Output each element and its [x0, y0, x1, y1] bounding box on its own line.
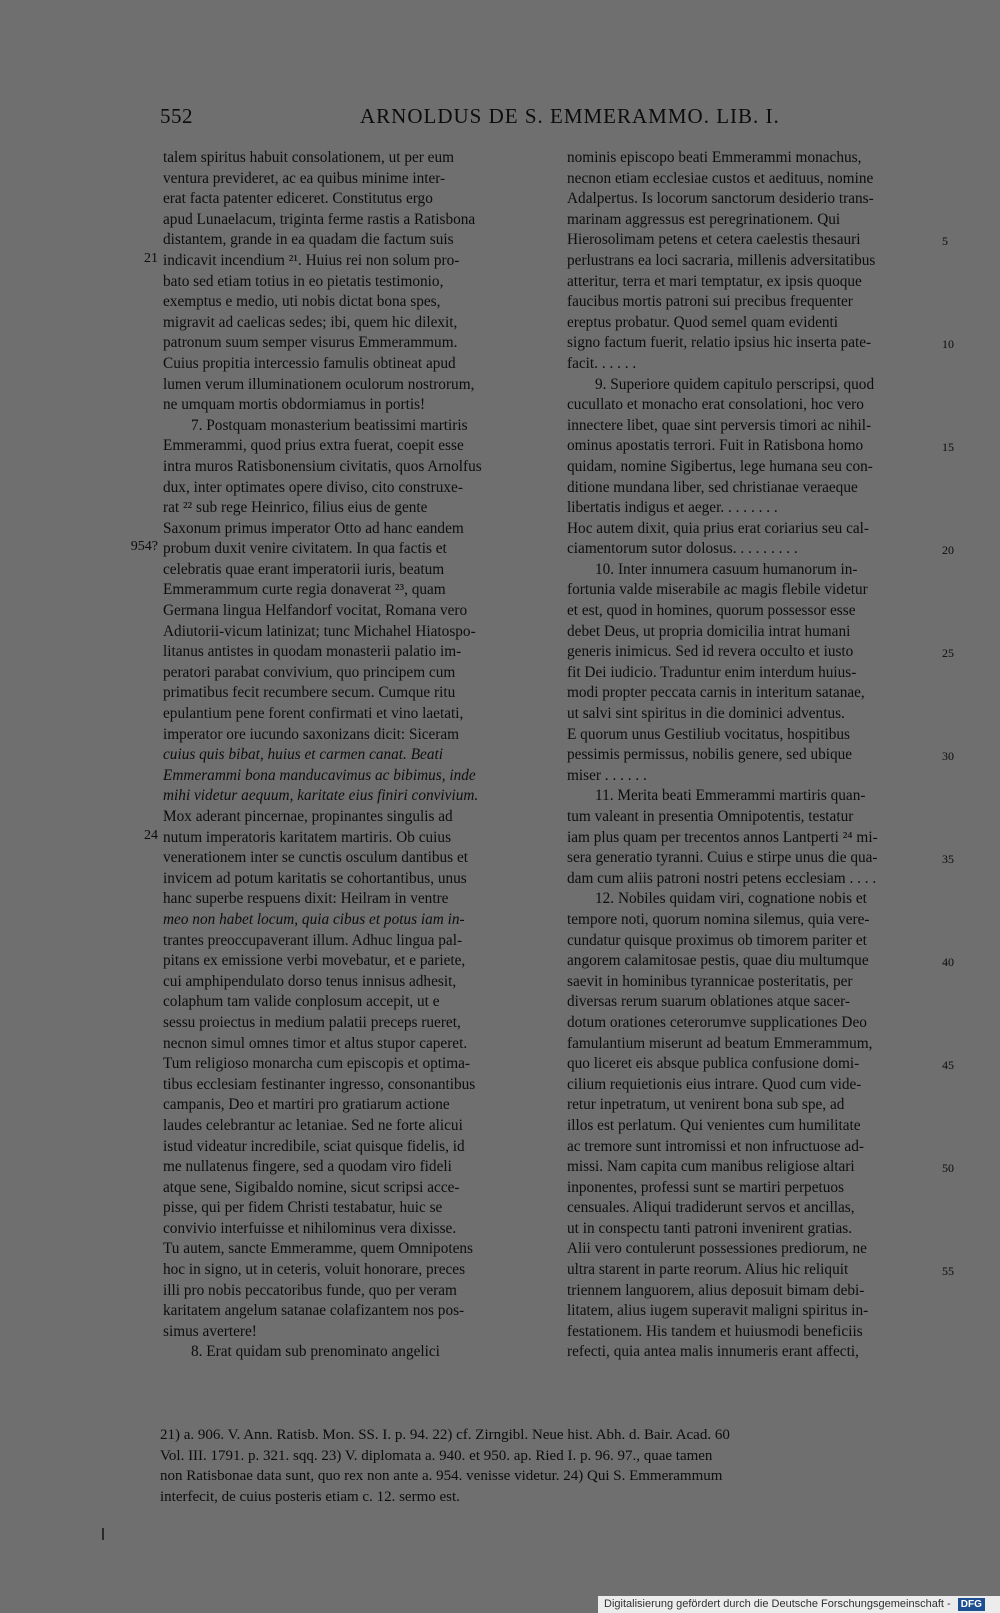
line-number: 40 — [942, 955, 954, 970]
text-line: cilium requietionis eius intrare. Quod cum vide- — [567, 1075, 862, 1093]
text-line: modi propter peccata carnis in interitum satanae, — [567, 684, 865, 702]
text-line: me nullatenus fingere, sed a quodam viro fideli — [163, 1158, 452, 1176]
digitization-credit-bar — [598, 1596, 1000, 1613]
text-line: ut in conspectu tanti patroni invenirent gratias. — [567, 1219, 853, 1237]
text-line: talem spiritus habuit consolationem, ut per eum — [163, 149, 455, 166]
text-line: famulantium miserunt ad beatum Emmerammum, — [567, 1034, 873, 1052]
text-line: mihi videtur aequum, karitate eius finiri convivium. — [163, 787, 479, 805]
text-line: cundatur quisque proximus ob timorem pariter et — [567, 931, 867, 949]
text-line: nutum imperatoris karitatem martiris. Ob cuius — [163, 828, 452, 846]
left-text-column — [163, 148, 553, 1383]
text-line: litanus antistes in quodam monasterii palatio im- — [163, 643, 462, 661]
text-line: karitatem angelum satanae colafizantem nos pos- — [163, 1302, 465, 1320]
text-line: tempore noti, quorum nomina silemus, quia vere- — [567, 910, 870, 928]
text-line: quo liceret eis absque publica confusione domi- — [567, 1055, 860, 1073]
line-number: 15 — [942, 440, 954, 455]
dfg-logo: DFG — [958, 1598, 985, 1611]
text-line: ne umquam mortis obdormiamus in portis! — [163, 396, 426, 414]
text-line: ventura previderet, ac ea quibus minime inter- — [163, 169, 446, 187]
text-line: Emmerammi, quod prius extra fuerat, coepit esse — [163, 437, 464, 455]
margin-note: 21 — [144, 251, 158, 266]
text-line: lumen verum illuminationem oculorum nostrorum, — [163, 375, 475, 393]
text-line: cucullato et monacho erat consolationi, hoc vero — [567, 396, 864, 414]
text-line: epulantium pene forent confirmati et vino laetati, — [163, 705, 464, 723]
text-line: migravit ad caelicas sedes; ibi, quem hic dilexit, — [163, 313, 458, 331]
text-line: faucibus mortis patroni sui precibus frequenter — [567, 293, 853, 311]
text-line: imperator ore iucundo saxonizans dicit: Siceram — [163, 725, 460, 743]
text-line: bato sed etiam totius in eo pietatis testimonio, — [163, 272, 444, 290]
line-number: 25 — [942, 646, 954, 661]
text-line: facit. . . . . . — [567, 354, 637, 372]
text-line: exemptus e medio, uti nobis dictat bona spes, — [163, 293, 441, 311]
text-line: Alii vero contulerunt possessiones prediorum, ne — [567, 1240, 867, 1258]
text-line: Saxonum primus imperator Otto ad hanc eandem — [163, 519, 464, 537]
text-line: atteritur, terra et mari temptatur, ex ipsis quoque — [567, 272, 862, 290]
text-line: dotum orationes ceterorumve supplicationes Deo — [567, 1013, 867, 1031]
text-line: festationem. His tandem et huiusmodi beneficiis — [567, 1322, 863, 1340]
running-title: ARNOLDUS DE S. EMMERAMMO. LIB. I. — [360, 104, 780, 128]
text-line: simus avertere! — [163, 1322, 257, 1340]
text-line: campanis, Deo et martiri pro gratiarum actione — [163, 1096, 450, 1114]
text-line: miser . . . . . . — [567, 766, 647, 784]
text-line: intra muros Ratisbonensium civitatis, quos Arnolfus — [163, 457, 482, 475]
text-line: marinam aggressus est peregrinationem. Qui — [567, 210, 841, 228]
page-number: 552 — [160, 104, 193, 128]
text-line: fortunia valde miserabile ac magis flebile videtur — [567, 581, 868, 599]
text-line: iam plus quam per trecentos annos Lantperti ²⁴ mi- — [567, 828, 878, 846]
line-number: 55 — [942, 1264, 954, 1279]
line-number: 50 — [942, 1161, 954, 1176]
text-line: ereptus probatur. Quod semel quam evidenti — [567, 313, 839, 331]
text-line: saevit in hominibus tyrannicae posteritatis, per — [567, 972, 853, 990]
text-line: pitans ex emissione verbi movebatur, et e pariete, — [163, 952, 466, 970]
text-line: triennem languorem, alius deposuit bimam debi- — [567, 1281, 865, 1299]
text-line: Hoc autem dixit, quia prius erat coriarius seu cal- — [567, 519, 870, 537]
text-line: istud videatur incredibile, sciat quisque fidelis, id — [163, 1137, 465, 1155]
text-line: Emmerammi bona manducavimus ac bibimus, inde — [163, 766, 476, 784]
text-line: necnon simul omnes timor et altus stupor caperet. — [163, 1034, 468, 1052]
text-line: colaphum tam valide conplosum accepit, ut e — [163, 993, 440, 1011]
text-line: convivio interfuisse et nihilominus vera dixisse. — [163, 1219, 457, 1237]
text-line: 11. Merita beati Emmerammi martiris quan- — [595, 787, 866, 805]
line-number: 45 — [942, 1058, 954, 1073]
text-line: 7. Postquam monasterium beatissimi martiris — [191, 416, 468, 434]
text-line: pisse, qui per fidem Christi testabatur, huic se — [163, 1199, 443, 1217]
text-line: innectere libet, quae sint perversis timori ac nihil- — [567, 416, 872, 434]
text-line: Germana lingua Helfandorf vocitat, Romana vero — [163, 602, 468, 620]
text-line: 9. Superiore quidem capitulo perscripsi, quod — [595, 375, 875, 393]
text-line: venerationem inter se cunctis osculum dantibus et — [163, 849, 469, 867]
text-line: E quorum unus Gestiliub vocitatus, hospitibus — [567, 725, 850, 743]
margin-note: 954? — [130, 539, 158, 555]
text-line: sessu proiectus in medium palatii preceps rueret, — [163, 1013, 461, 1031]
text-line: signo factum fuerit, relatio ipsius hic inserta pate- — [567, 334, 872, 352]
text-line: distantem, grande in ea quadam die factum suis — [163, 231, 454, 249]
text-line: Tu autem, sancte Emmeramme, quem Omnipotens — [163, 1240, 473, 1258]
text-line: dam cum aliis patroni nostri petens ecclesiam . . . . — [567, 869, 877, 887]
text-line: patronum suum semper visurus Emmerammum. — [163, 334, 458, 352]
text-line: invicem ad potum karitatis se cohortantibus, unus — [163, 869, 467, 887]
text-line: inponentes, professi sunt se martiri perpetuos — [567, 1178, 844, 1196]
text-line: libertatis indigus et aeger. . . . . . . . — [567, 499, 778, 517]
footnote-line: non Ratisbonae data sunt, quo rex non ante a. 954. venisse videtur. 24) Qui S. Emmerammum — [160, 1468, 723, 1485]
text-line: trantes preoccupaverant illum. Adhuc lingua pal- — [163, 931, 463, 949]
text-line: dux, inter optimates opere diviso, cito construxe- — [163, 478, 463, 496]
text-line: ultra starent in parte reorum. Alius hic reliquit — [567, 1261, 849, 1279]
text-line: apud Lunaelacum, triginta ferme rastis a Ratisbona — [163, 210, 476, 228]
text-line: cuius quis bibat, huius et carmen canat. Beati — [163, 746, 443, 764]
right-text-column — [567, 148, 938, 1383]
text-line: celebratis quae erant imperatorii iuris, beatum — [163, 560, 445, 578]
text-line: Adiutorii-vicum latinizat; tunc Michahel Hiatospo- — [163, 622, 476, 640]
text-line: Adalpertus. Is locorum sanctorum desiderio trans- — [567, 190, 874, 208]
text-line: Emmerammum curte regia donaverat ²³, quam — [163, 581, 446, 599]
text-line: tibus ecclesiam festinanter ingresso, consonantibus — [163, 1075, 476, 1093]
text-line: laudes celebrantur ac letaniae. Sed ne forte alicui — [163, 1116, 463, 1134]
text-line: 10. Inter innumera casuum humanorum in- — [595, 560, 858, 578]
text-line: erat facta patenter ediceret. Constitutus ergo — [163, 190, 433, 208]
text-line: tum valeant in presentia Omnipotentis, testatur — [567, 808, 854, 825]
text-line: hoc in signo, ut in ceteris, voluit honorare, preces — [163, 1261, 466, 1279]
text-line: hanc superbe respuens dixit: Heilram in ventre — [163, 890, 449, 908]
line-number: 20 — [942, 543, 954, 558]
text-line: 8. Erat quidam sub prenominato angelici — [191, 1343, 440, 1361]
text-line: fit Dei iudicio. Traduntur enim interdum huius- — [567, 663, 857, 681]
text-line: Tum religioso monarcha cum episcopis et optima- — [163, 1055, 471, 1073]
text-line: missi. Nam capita cum manibus religiose altari — [567, 1158, 855, 1176]
line-number: 10 — [942, 337, 954, 352]
text-line: pessimis permissus, nobilis genere, sed ubique — [567, 746, 853, 764]
margin-note: 24 — [144, 827, 158, 843]
page-header — [160, 100, 960, 134]
text-line: rat ²² sub rege Heinrico, filius eius de gente — [163, 499, 428, 517]
line-number: 30 — [942, 749, 954, 764]
text-line: meo non habet locum, quia cibus et potus iam in- — [163, 910, 465, 928]
text-line: indicavit incendium ²¹. Huius rei non solum pro- — [163, 251, 460, 269]
text-line: illos est perlatum. Qui venientes cum humilitate — [567, 1116, 861, 1134]
text-line: probum duxit venire civitatem. In qua factis et — [163, 540, 447, 558]
text-line: refecti, quia antea malis innumeris erant affecti, — [567, 1343, 859, 1361]
text-line: ciamentorum sutor dolosus. . . . . . . . . — [567, 540, 798, 558]
text-line: atque sene, Sigibaldo nomine, sicut scripsi acce- — [163, 1178, 460, 1196]
text-line: Hierosolimam petens et cetera caelestis thesauri — [567, 231, 861, 249]
text-line: censuales. Aliqui tradiderunt servos et ancillas, — [567, 1199, 855, 1217]
text-line: ut salvi sint spiritus in die dominici adventus. — [567, 705, 845, 723]
text-line: cui amphipendulato dorso tenus innisus adhesit, — [163, 972, 457, 990]
footnote-line: interfecit, de cuius posteris etiam c. 12. sermo est. — [160, 1488, 460, 1505]
text-line: retur inpetratum, ut venirent bona sub spe, ad — [567, 1096, 845, 1114]
text-line: ominus apostatis terrori. Fuit in Ratisbona homo — [567, 437, 864, 455]
text-line: peratori parabat convivium, quo principem cum — [163, 663, 456, 681]
text-line: angorem calamitosae pestis, quae diu multumque — [567, 952, 869, 970]
scan-mark — [102, 1528, 104, 1540]
text-line: illi pro nobis peccatoribus funde, quo per veram — [163, 1281, 457, 1299]
text-line: diversas rerum suarum oblationes atque sacer- — [567, 993, 851, 1011]
text-line: debet Deus, ut propria domicilia intrat humani — [567, 622, 851, 640]
text-line: perlustrans ea loci sacraria, millenis adversitatibus — [567, 251, 876, 269]
footnote-line: Vol. III. 1791. p. 321. sqq. 23) V. diplomata a. 940. et 950. ap. Ried I. p. 96. 97., quae tamen — [160, 1447, 713, 1464]
text-line: et est, quod in homines, quorum possessor esse — [567, 602, 856, 620]
line-number: 35 — [942, 852, 954, 867]
text-line: quidam, nomine Sigibertus, lege humana seu con- — [567, 457, 873, 475]
credit-text: Digitalisierung gefördert durch die Deutsche Forschungsgemeinschaft - — [604, 1598, 951, 1610]
text-line: ac tremore sunt intromissi et non infructuose ad- — [567, 1137, 864, 1155]
text-line: Mox aderant pincernae, propinantes singulis ad — [163, 808, 453, 825]
text-line: necnon etiam ecclesiae custos et aedituus, nomine — [567, 169, 874, 187]
text-line: Cuius propitia intercessio famulis obtineat apud — [163, 354, 456, 372]
text-line: litatem, alius iugem superavit maligni spiritus in- — [567, 1302, 869, 1320]
text-line: nominis episcopo beati Emmerammi monachus, — [567, 149, 862, 166]
text-line: generis inimicus. Sed id revera occulto et iusto — [567, 643, 854, 661]
text-line: primatibus fecit recumbere secum. Cumque ritu — [163, 684, 456, 702]
footnote-line: 21) a. 906. V. Ann. Ratisb. Mon. SS. I. p. 94. 22) cf. Zirngibl. Neue hist. Abh. d. Bair. Acad. 60 — [160, 1427, 730, 1443]
footnotes — [160, 1425, 950, 1507]
text-line: 12. Nobiles quidam viri, cognatione nobis et — [595, 890, 867, 908]
line-number: 5 — [942, 234, 948, 249]
text-line: sera generatio tyranni. Cuius e stirpe unus die qua- — [567, 849, 878, 867]
text-line: ditione mundana liber, sed christianae veraeque — [567, 478, 858, 496]
